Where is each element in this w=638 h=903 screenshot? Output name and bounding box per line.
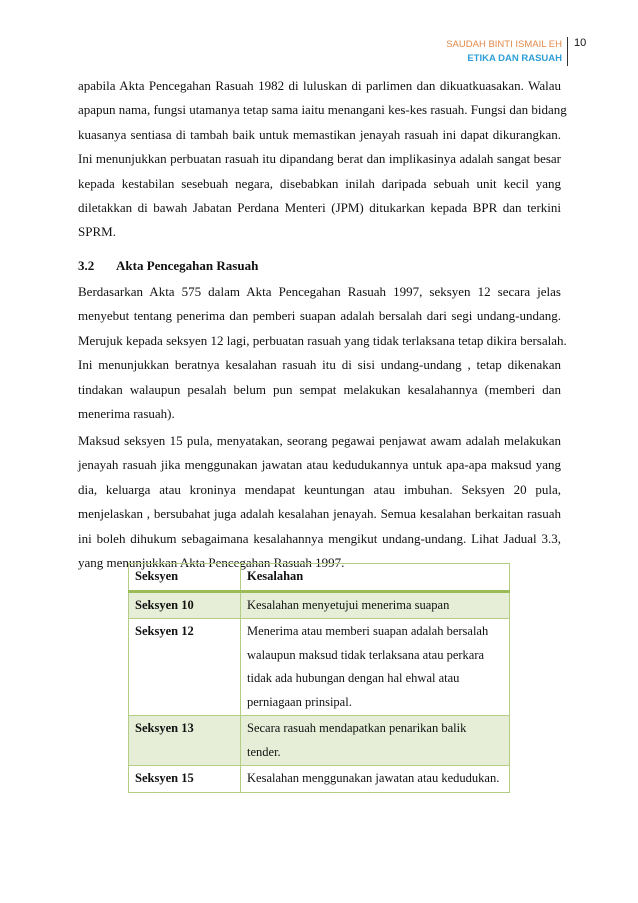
text-line: yang menunjukkan Akta Pencegahan Rasuah 1997.: [78, 554, 345, 570]
text-line: kepada kestabilan sesebuah negara, disebabkan inilah daripada sebuah unit kecil yang: [78, 175, 561, 191]
offence-cell: Kesalahan menggunakan jawatan atau kedudukan.: [241, 766, 510, 793]
table-row: [129, 591, 510, 619]
header-divider: [567, 37, 568, 66]
running-header: [446, 38, 562, 66]
section-cell: Seksyen 13: [129, 716, 241, 766]
column-header: Seksyen: [129, 564, 241, 592]
section-cell: Seksyen 10: [129, 591, 241, 619]
table-row: [129, 716, 510, 766]
table-row: [129, 766, 510, 793]
text-line: menerima rasuah).: [78, 405, 175, 421]
text-line: apapun nama, fungsi utamanya tetap sama iaitu menangani kes-kes rasuah. Fungsi dan bidang: [78, 102, 567, 118]
header-title: ETIKA DAN RASUAH: [467, 53, 562, 64]
text-line: menyebut tentang penerima dan pemberi suapan adalah bersalah dari segi undang-undang.: [78, 308, 561, 324]
text-line: SPRM.: [78, 224, 116, 240]
text-line: diletakkan di bawah Jabatan Perdana Menteri (JPM) ditukarkan kepada BPR dan terkini: [78, 199, 561, 215]
text-line: dia, keluarga atau kroninya mendapat keuntungan atau imbuhan. Seksyen 20 pula,: [78, 481, 561, 497]
paragraph-3: [78, 429, 561, 575]
text-line: jenayah rasuah jika menggunakan jawatan atau kedudukannya untuk apa-apa maksud yang: [78, 457, 561, 473]
offence-cell: Kesalahan menyetujui menerima suapan: [241, 591, 510, 619]
offence-cell: Menerima atau memberi suapan adalah bersalah walaupun maksud tidak terlaksana atau perkara tidak ada hubungan dengan hal ehwal atau perniagaan prinsipal.: [241, 619, 510, 716]
offence-table: [128, 563, 510, 793]
text-line: menjelaskan , bersubahat juga adalah kesalahan jenayah. Semua kesalahan berkaitan rasuah: [78, 506, 561, 522]
text-line: tindakan walaupun pesalah belum pun sempat melakukan kesalahannya (memberi dan: [78, 381, 561, 397]
section-cell: Seksyen 12: [129, 619, 241, 716]
paragraph-1: [78, 74, 567, 245]
table-header-row: [129, 564, 510, 592]
text-line: Maksud seksyen 15 pula, menyatakan, seorang pegawai penjawat awam adalah melakukan: [78, 433, 561, 448]
text-line: kuasanya sentiasa di tambah baik untuk memastikan jenayah rasuah ini dapat dikurangkan.: [78, 126, 561, 142]
paragraph-2: [78, 280, 567, 426]
column-header: Kesalahan: [241, 564, 510, 592]
section-number: 3.2: [78, 258, 95, 273]
section-title: Akta Pencegahan Rasuah: [116, 258, 259, 273]
text-line: Merujuk kepada seksyen 12 lagi, perbuatan rasuah yang tidak terlaksana tetap dikira bersalah.: [78, 332, 567, 348]
section-cell: Seksyen 15: [129, 766, 241, 793]
table-row: [129, 619, 510, 716]
text-line: Ini menunjukkan beratnya kesalahan rasuah itu di sisi undang-undang , tetap dikenakan: [78, 357, 561, 373]
header-author: SAUDAH BINTI ISMAIL EH: [446, 39, 562, 50]
text-line: Ini menunjukkan perbuatan rasuah itu dipandang berat dan implikasinya adalah sangat besar: [78, 151, 561, 167]
text-line: apabila Akta Pencegahan Rasuah 1982 di luluskan di parlimen dan dikuatkuasakan. Walau: [78, 78, 561, 93]
text-line: Berdasarkan Akta 575 dalam Akta Pencegahan Rasuah 1997, seksyen 12 secara jelas: [78, 284, 561, 299]
text-line: ini boleh dihukum sebagaimana kesalahannya mengikut undang-undang. Lihat Jadual 3.3,: [78, 530, 561, 546]
offence-cell: Secara rasuah mendapatkan penarikan balik tender.: [241, 716, 510, 766]
section-heading: [78, 258, 258, 274]
page-number: 10: [574, 37, 587, 49]
